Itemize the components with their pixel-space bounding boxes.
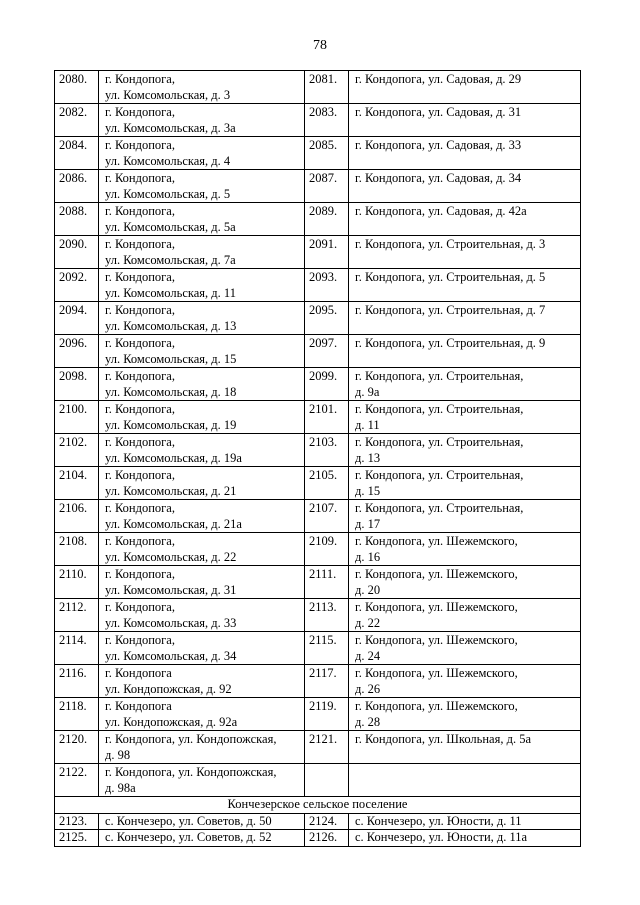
entry-address bbox=[349, 236, 581, 269]
table-row bbox=[55, 731, 581, 764]
address-line: г. Кондопога, ул. Строительная, д. 9 bbox=[355, 336, 546, 350]
entry-address bbox=[99, 500, 305, 533]
address-line: ул. Комсомольская, д. 3а bbox=[105, 120, 236, 135]
address-line: д. 98а bbox=[105, 780, 136, 795]
address-line: ул. Комсомольская, д. 22 bbox=[105, 549, 237, 564]
address-line: ул. Комсомольская, д. 5 bbox=[105, 186, 231, 201]
entry-address bbox=[99, 401, 305, 434]
address-line: г. Кондопога, bbox=[105, 534, 175, 548]
address-line: г. Кондопога, bbox=[105, 171, 175, 185]
entry-address bbox=[349, 599, 581, 632]
entry-address bbox=[99, 170, 305, 203]
entry-number: 2115. bbox=[305, 632, 349, 665]
address-line: ул. Комсомольская, д. 15 bbox=[105, 351, 237, 366]
address-line: г. Кондопога, ул. Строительная, bbox=[355, 435, 524, 449]
address-line: г. Кондопога, ул. Шежемского, bbox=[355, 666, 518, 680]
address-line: г. Кондопога, ул. Строительная, bbox=[355, 369, 524, 383]
entry-address bbox=[99, 731, 305, 764]
address-line: д. 17 bbox=[355, 516, 381, 531]
address-line: ул. Комсомольская, д. 18 bbox=[105, 384, 237, 399]
address-line: с. Кончезеро, ул. Юности, д. 11а bbox=[355, 830, 528, 844]
table-row bbox=[55, 302, 581, 335]
address-line: ул. Кондопожская, д. 92а bbox=[105, 714, 238, 729]
entry-address bbox=[99, 269, 305, 302]
entry-number: 2122. bbox=[55, 764, 99, 797]
entry-address bbox=[99, 335, 305, 368]
address-line: г. Кондопога, ул. Строительная, д. 5 bbox=[355, 270, 546, 284]
entry-address bbox=[349, 335, 581, 368]
entry-address bbox=[99, 533, 305, 566]
entry-number: 2082. bbox=[55, 104, 99, 137]
entry-address bbox=[349, 401, 581, 434]
address-table bbox=[54, 70, 581, 847]
entry-address bbox=[349, 731, 581, 764]
address-line: ул. Комсомольская, д. 33 bbox=[105, 615, 237, 630]
entry-number: 2123. bbox=[55, 813, 99, 830]
address-line: д. 13 bbox=[355, 450, 381, 465]
address-line: г. Кондопога, ул. Шежемского, bbox=[355, 567, 518, 581]
address-line: г. Кондопога, ул. Кондопожская, bbox=[105, 732, 277, 746]
address-line: д. 9а bbox=[355, 384, 380, 399]
address-line: г. Кондопога, bbox=[105, 402, 175, 416]
table-row bbox=[55, 170, 581, 203]
entry-address bbox=[349, 71, 581, 104]
table-row bbox=[55, 269, 581, 302]
entry-address bbox=[349, 467, 581, 500]
entry-number: 2099. bbox=[305, 368, 349, 401]
entry-number: 2106. bbox=[55, 500, 99, 533]
address-line: г. Кондопога, ул. Строительная, д. 3 bbox=[355, 237, 546, 251]
entry-address bbox=[99, 830, 305, 847]
address-line: ул. Комсомольская, д. 4 bbox=[105, 153, 231, 168]
entry-address bbox=[349, 813, 581, 830]
address-line: ул. Комсомольская, д. 11 bbox=[105, 285, 236, 300]
entry-number: 2094. bbox=[55, 302, 99, 335]
entry-number: 2087. bbox=[305, 170, 349, 203]
entry-number: 2116. bbox=[55, 665, 99, 698]
table-row bbox=[55, 764, 581, 797]
table-row bbox=[55, 698, 581, 731]
address-line: с. Кончезеро, ул. Юности, д. 11 bbox=[355, 813, 522, 828]
table-row bbox=[55, 467, 581, 500]
address-line: д. 26 bbox=[355, 681, 381, 696]
entry-number: 2081. bbox=[305, 71, 349, 104]
entry-address bbox=[99, 104, 305, 137]
entry-address bbox=[99, 434, 305, 467]
address-line: г. Кондопога, bbox=[105, 237, 175, 251]
table-row bbox=[55, 236, 581, 269]
address-line: д. 24 bbox=[355, 648, 381, 663]
entry-address bbox=[349, 764, 581, 797]
entry-address bbox=[99, 302, 305, 335]
address-line: г. Кондопога, ул. Шежемского, bbox=[355, 600, 518, 614]
entry-number: 2103. bbox=[305, 434, 349, 467]
entry-address bbox=[349, 302, 581, 335]
entry-address bbox=[349, 203, 581, 236]
entry-number: 2114. bbox=[55, 632, 99, 665]
address-line: г. Кондопога, ул. Школьная, д. 5а bbox=[355, 732, 532, 746]
address-line: ул. Комсомольская, д. 5а bbox=[105, 219, 236, 234]
entry-address bbox=[349, 566, 581, 599]
table-row bbox=[55, 830, 581, 847]
entry-number: 2120. bbox=[55, 731, 99, 764]
entry-number: 2126. bbox=[305, 830, 349, 847]
address-line: г. Кондопога, ул. Строительная, bbox=[355, 468, 524, 482]
address-line: г. Кондопога, ул. Садовая, д. 29 bbox=[355, 72, 522, 86]
entry-number: 2110. bbox=[55, 566, 99, 599]
table-row bbox=[55, 599, 581, 632]
address-line: г. Кондопога, bbox=[105, 600, 175, 614]
address-line: г. Кондопога, ул. Строительная, д. 7 bbox=[355, 303, 546, 317]
address-line: д. 20 bbox=[355, 582, 381, 597]
address-line: ул. Комсомольская, д. 13 bbox=[105, 318, 237, 333]
entry-number: 2096. bbox=[55, 335, 99, 368]
table-row bbox=[55, 104, 581, 137]
table-row bbox=[55, 813, 581, 830]
address-line: д. 15 bbox=[355, 483, 381, 498]
entry-address bbox=[99, 566, 305, 599]
entry-number: 2124. bbox=[305, 813, 349, 830]
table-row bbox=[55, 533, 581, 566]
address-line: г. Кондопога, bbox=[105, 105, 175, 119]
entry-address bbox=[349, 170, 581, 203]
address-line: г. Кондопога, ул. Садовая, д. 31 bbox=[355, 105, 522, 119]
entry-address bbox=[349, 665, 581, 698]
entry-address bbox=[99, 632, 305, 665]
entry-number: 2098. bbox=[55, 368, 99, 401]
entry-number: 2086. bbox=[55, 170, 99, 203]
address-line: с. Кончезеро, ул. Советов, д. 50 bbox=[105, 813, 272, 828]
entry-number: 2125. bbox=[55, 830, 99, 847]
address-line: г. Кондопога, bbox=[105, 270, 175, 284]
entry-address bbox=[99, 467, 305, 500]
table-row bbox=[55, 335, 581, 368]
address-line: ул. Комсомольская, д. 21 bbox=[105, 483, 237, 498]
entry-number: 2088. bbox=[55, 203, 99, 236]
table-row bbox=[55, 500, 581, 533]
address-line: д. 16 bbox=[355, 549, 381, 564]
entry-address bbox=[99, 368, 305, 401]
address-line: г. Кондопога bbox=[105, 666, 172, 680]
entry-address bbox=[99, 665, 305, 698]
entry-address bbox=[99, 236, 305, 269]
entry-number: 2100. bbox=[55, 401, 99, 434]
entry-address bbox=[349, 434, 581, 467]
entry-number: 2113. bbox=[305, 599, 349, 632]
address-line: ул. Комсомольская, д. 31 bbox=[105, 582, 237, 597]
entry-address bbox=[99, 698, 305, 731]
address-line: г. Кондопога, ул. Садовая, д. 34 bbox=[355, 171, 522, 185]
address-line: г. Кондопога, ул. Строительная, bbox=[355, 501, 524, 515]
entry-number: 2104. bbox=[55, 467, 99, 500]
address-line: г. Кондопога, ул. Строительная, bbox=[355, 402, 524, 416]
entry-number: 2090. bbox=[55, 236, 99, 269]
entry-number: 2097. bbox=[305, 335, 349, 368]
entry-address bbox=[349, 698, 581, 731]
address-line: ул. Комсомольская, д. 3 bbox=[105, 87, 231, 102]
entry-number: 2083. bbox=[305, 104, 349, 137]
address-line: ул. Кондопожская, д. 92 bbox=[105, 681, 232, 696]
address-line: д. 11 bbox=[355, 417, 380, 432]
entry-number: 2092. bbox=[55, 269, 99, 302]
entry-address bbox=[349, 632, 581, 665]
entry-number: 2101. bbox=[305, 401, 349, 434]
entry-address bbox=[99, 203, 305, 236]
entry-address bbox=[349, 104, 581, 137]
entry-number: 2102. bbox=[55, 434, 99, 467]
entry-number: 2107. bbox=[305, 500, 349, 533]
entry-address bbox=[349, 500, 581, 533]
table-row bbox=[55, 203, 581, 236]
table-row bbox=[55, 566, 581, 599]
address-line: г. Кондопога, bbox=[105, 369, 175, 383]
address-line: г. Кондопога, ул. Садовая, д. 42а bbox=[355, 204, 527, 218]
address-line: с. Кончезеро, ул. Советов, д. 52 bbox=[105, 830, 272, 844]
entry-number: 2111. bbox=[305, 566, 349, 599]
entry-number bbox=[305, 764, 349, 797]
address-line: ул. Комсомольская, д. 21а bbox=[105, 516, 242, 531]
entry-number: 2109. bbox=[305, 533, 349, 566]
address-line: г. Кондопога, bbox=[105, 468, 175, 482]
address-line: д. 22 bbox=[355, 615, 381, 630]
address-line: ул. Комсомольская, д. 19а bbox=[105, 450, 242, 465]
entry-number: 2080. bbox=[55, 71, 99, 104]
entry-address bbox=[99, 599, 305, 632]
address-line: г. Кондопога, bbox=[105, 204, 175, 218]
table-row bbox=[55, 665, 581, 698]
entry-address bbox=[99, 71, 305, 104]
entry-number: 2119. bbox=[305, 698, 349, 731]
address-line: д. 98 bbox=[105, 747, 131, 762]
entry-address bbox=[99, 137, 305, 170]
address-line: ул. Комсомольская, д. 19 bbox=[105, 417, 237, 432]
address-line: г. Кондопога bbox=[105, 699, 172, 713]
entry-number: 2084. bbox=[55, 137, 99, 170]
address-line: г. Кондопога, bbox=[105, 633, 175, 647]
entry-address bbox=[349, 137, 581, 170]
address-line: г. Кондопога, bbox=[105, 567, 175, 581]
entry-number: 2091. bbox=[305, 236, 349, 269]
entry-number: 2105. bbox=[305, 467, 349, 500]
address-line: г. Кондопога, bbox=[105, 138, 175, 152]
address-line: д. 28 bbox=[355, 714, 381, 729]
address-line: ул. Комсомольская, д. 7а bbox=[105, 252, 236, 267]
page-number: 78 bbox=[313, 38, 327, 53]
table-row bbox=[55, 434, 581, 467]
entry-number: 2089. bbox=[305, 203, 349, 236]
table-row bbox=[55, 401, 581, 434]
address-line: г. Кондопога, ул. Кондопожская, bbox=[105, 765, 277, 779]
entry-address bbox=[349, 830, 581, 847]
table-row bbox=[55, 71, 581, 104]
entry-address bbox=[99, 813, 305, 830]
address-line: г. Кондопога, ул. Шежемского, bbox=[355, 534, 518, 548]
entry-number: 2095. bbox=[305, 302, 349, 335]
address-line: г. Кондопога, bbox=[105, 501, 175, 515]
address-line: г. Кондопога, ул. Шежемского, bbox=[355, 633, 518, 647]
address-line: г. Кондопога, ул. Шежемского, bbox=[355, 699, 518, 713]
entry-number: 2117. bbox=[305, 665, 349, 698]
address-line: г. Кондопога, bbox=[105, 435, 175, 449]
entry-number: 2085. bbox=[305, 137, 349, 170]
table-row bbox=[55, 632, 581, 665]
entry-number: 2112. bbox=[55, 599, 99, 632]
entry-address bbox=[99, 764, 305, 797]
address-line: г. Кондопога, bbox=[105, 303, 175, 317]
table-row bbox=[55, 368, 581, 401]
entry-number: 2108. bbox=[55, 533, 99, 566]
section-row bbox=[55, 797, 581, 814]
entry-number: 2118. bbox=[55, 698, 99, 731]
entry-address bbox=[349, 533, 581, 566]
table-row bbox=[55, 137, 581, 170]
address-line: г. Кондопога, bbox=[105, 72, 175, 86]
entry-number: 2121. bbox=[305, 731, 349, 764]
address-line: г. Кондопога, ул. Садовая, д. 33 bbox=[355, 138, 522, 152]
entry-address bbox=[349, 269, 581, 302]
entry-address bbox=[349, 368, 581, 401]
address-line: ул. Комсомольская, д. 34 bbox=[105, 648, 237, 663]
section-title: Кончезерское сельское поселение bbox=[55, 797, 581, 814]
entry-number: 2093. bbox=[305, 269, 349, 302]
address-line: г. Кондопога, bbox=[105, 336, 175, 350]
